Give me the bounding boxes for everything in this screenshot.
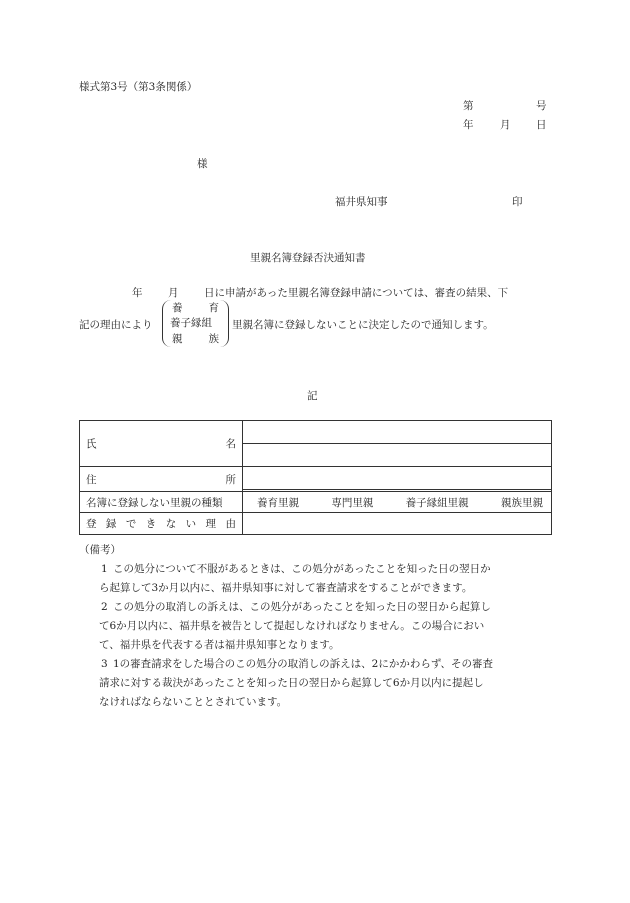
type-label-cell: 名簿に登録しない里親の種類 [80,492,243,513]
notes-section [79,541,559,712]
note-item-2: 2 この処分の取消しの訴えは、この処分があったことを知った日の翌日から起算し て6か月以内に、福井県を被告として提起しなければなりません。この場合におい て、福井県を代表する者は福井県知事となります。 [99,601,491,651]
issuer-name: 福井県知事 [335,196,388,208]
notes-heading: （備考） [79,544,121,556]
name-row [80,421,552,444]
type-yoiku[interactable]: 養育里親 [257,496,299,509]
body-month: 月 [168,287,179,299]
address-label-cell: 住 所 [80,467,243,492]
name-field-upper[interactable] [243,421,552,444]
date-day: 日 [536,119,547,131]
type-yoshi-engumi[interactable]: 養子縁組里親 [405,496,469,509]
option-yoiku: 養 育 [172,302,219,314]
issuer-seal: 印 [512,196,523,208]
details-table [79,420,552,535]
body-line2-suffix: 里親名簿に登録しないことに決定したので通知します。 [232,319,494,331]
option-shinzoku: 親 族 [172,333,219,345]
option-yoshi-engumi: 養子縁組 [170,317,212,329]
date-year: 年 [463,119,474,131]
doc-number-suffix: 号 [536,100,547,112]
type-shinzoku[interactable]: 親族里親 [500,496,543,509]
body-line2-prefix: 記の理由により [79,319,153,331]
name-label-cell: 氏 名 [80,421,243,467]
name-field-lower[interactable] [243,444,552,467]
date-month: 月 [500,119,511,131]
address-row [80,467,552,490]
form-id: 様式第3号（第3条関係） [79,81,198,93]
reason-row [80,513,552,535]
type-row [80,492,552,513]
body-year: 年 [132,287,143,299]
recipient-suffix: 様 [197,158,208,170]
doc-number-prefix: 第 [463,100,474,112]
foster-type-bracket [162,300,229,347]
type-senmon[interactable]: 専門里親 [331,496,374,509]
body-line1: 日に申請があった里親名簿登録申請については、審査の結果、下 [204,287,509,299]
reason-label-cell: 登 録 で き な い 理 由 [80,513,243,535]
ki-mark: 記 [307,390,318,402]
address-field-upper[interactable] [243,467,552,490]
note-item-3: 3 1の審査請求をした場合のこの処分の取消しの訴えは、2にかかわらず、その審査 請求に対する裁決があったことを知った日の翌日から起算して6か月以内に提起し なければならないこととされています。 [99,658,494,708]
note-item-1: 1 この処分について不服があるときは、この処分があったことを知った日の翌日か ら起算して3か月以内に、福井県知事に対して審査請求をすることができます。 [99,563,491,594]
document-title: 里親名簿登録否決通知書 [250,252,366,264]
type-options-cell [243,492,552,513]
reason-field[interactable] [243,513,552,535]
